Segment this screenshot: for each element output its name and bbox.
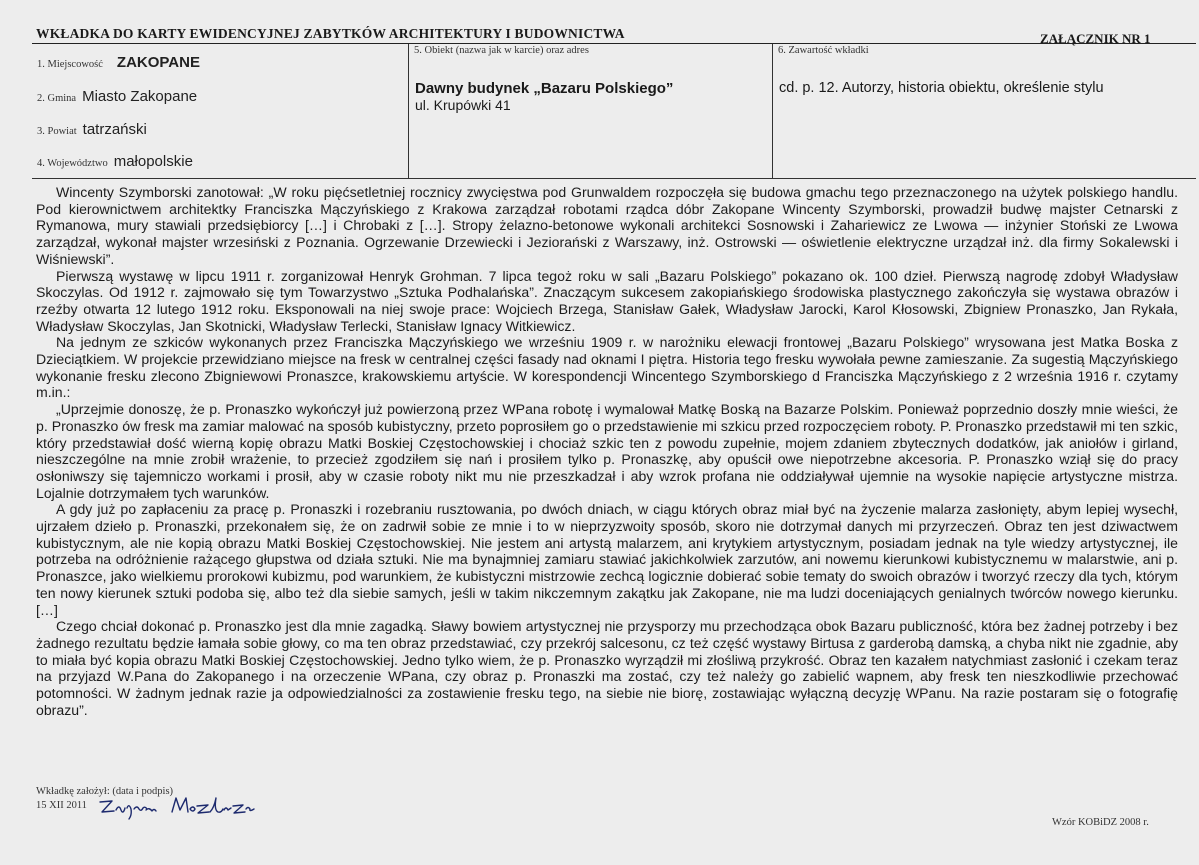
created-date: 15 XII 2011 <box>36 800 87 811</box>
form-pattern-label: Wzór KOBiDZ 2008 r. <box>1052 817 1149 828</box>
column-divider-left <box>408 44 409 178</box>
handwritten-signature <box>96 792 256 826</box>
annex-label: ZAŁĄCZNIK NR 1 <box>1040 31 1151 46</box>
contents-value: cd. p. 12. Autorzy, historia obiektu, określenie stylu <box>779 80 1104 96</box>
header-bottom-divider <box>32 178 1196 179</box>
voivodeship-label: 4. Województwo <box>37 158 108 169</box>
voivodeship-field <box>37 153 193 171</box>
column-divider-right <box>772 44 773 178</box>
created-by-label: Wkładkę założył: (data i podpis) <box>36 786 174 797</box>
locality-label: 1. Miejscowość <box>37 59 103 70</box>
form-title: WKŁADKA DO KARTY EWIDENCYJNEJ ZABYTKÓW ARCHITEKTURY I BUDOWNICTWA <box>36 26 625 41</box>
object-label: 5. Obiekt (nazwa jak w karcie) oraz adres <box>414 45 589 56</box>
object-address: ul. Krupówki 41 <box>415 97 511 113</box>
paragraph-2: Pierwszą wystawę w lipcu 1911 r. zorganizował Henryk Grohman. 7 lipca tegoż roku w sali „Bazaru Polskiego” pokazano ok. 100 dzieł. Pierwszą nagrodę zdobył Władysław Skoczylas. Od 1912 r. zajmowało się tym Towarzystwo „Sztuka Podhalańska”. Znaczącym sukcesem zakopiańskiego środowiska plastycznego zakończyła się wystawa obrazów i rzeźby otwarta 12 lutego 1912 roku. Eksponowali na niej swoje prace: Wojciech Brzega, Stanisław Gałek, Władysław Jarocki, Karol Kłosowski, Zbigniew Pronaszko, Jan Rykała, Władysław Skoczylas, Jan Skotnicki, Władysław Terlecki, Stanisław Ignacy Witkiewicz. <box>36 267 1178 334</box>
paragraph-6: Czego chciał dokonać p. Pronaszko jest dla mnie zagadką. Sławy bowiem artystycznej nie przysporzy mu przechodząca obok Bazaru publiczność, która bez żadnej potrzeby i bez żadnego rezultatu będzie łamała sobie głowy, co ma ten obraz przedstawiać, czy przekrój salcesonu, cz też część wystawy Birtusa z garderobą damską, a chyba nikt nie zgadnie, aby to miała być kopia obrazu Matki Boskiej Częstochowskiej. Jedno tylko wiem, że p. Pronaszko wyrządził mi złośliwą przykrość. Obraz ten kazałem natychmiast zasłonić i czekam teraz na przyjazd W.Pana do Zakopanego i na orzeczenie WPana, czy obraz p. Pronaszki ma zostać, czy też należy go zabielić wapnem, aby fresk ten nieszkodliwie przechować potomności. W żadnym jednak razie ja odpowiedzialności za zostawienie fresku tego, na siebie nie biorę, zostawiając wyłączną decyzję WPanu. Na razie postaram się o fotografię obrazu”. <box>36 618 1178 718</box>
commune-label: 2. Gmina <box>37 93 77 104</box>
contents-label: 6. Zawartość wkładki <box>778 45 869 56</box>
county-value: tatrzański <box>82 121 147 138</box>
locality-value: ZAKOPANE <box>116 54 200 71</box>
object-name: Dawny budynek „Bazaru Polskiego” <box>415 80 674 97</box>
voivodeship-value: małopolskie <box>113 153 193 170</box>
commune-field <box>37 88 197 106</box>
paragraph-1: Wincenty Szymborski zanotował: „W roku pięćsetletniej rocznicy zwycięstwa pod Grunwaldem rozpoczęła się budowa gmachu tego przeznaczonego na użytek polskiego handlu. Pod kierownictwem architektky Franciszka Mączyńskiego z Krakowa zarządzał robotami rządca dóbr Zakopane Wincenty Szymborski, prowadził budwę majster Cetnarski z Rymanowa, mury stawiali przedsiębiorcy […] i Chrobaki z […]. Stropy żelazno-betonowe wykonali architekci Sosnowski i Zahariewicz ze Lwowa — inżynier Stoński ze Lwowa zarządzał, wykonał majster wrzesiński z Poznania. Ogrzewanie Drzewiecki i Jeziorański z Warszawy, inż. Ostrowski — oświetlenie elektryczne urządzał inż. dla firmy Sokalewski i Wiśniewski”. <box>36 184 1178 267</box>
county-label: 3. Powiat <box>37 126 77 137</box>
county-field <box>37 121 147 139</box>
paragraph-5: A gdy już po zapłaceniu za pracę p. Pronaszki i rozebraniu rusztowania, po dwóch dniach, w ciągu których obraz miał być na życzenie malarza zasłonięty, abym lepiej wysechł, ujrzałem dzieło p. Pronaszki, przekonałem się, że on zadrwił sobie ze mnie i to w nieprzyzwoity sposób, skoro nie dotrzymał danych mi przyrzeczeń. Obraz ten jest dziwactwem kubistycznym, ale nie kopią obrazu Matki Boskiej Częstochowskiej. Nie jestem ani artystą malarzem, ani krytykiem artystycznym, posiadam jednak na tyle wiedzy artystycznej, ile potrzeba na odróżnienie rażącego głupstwa od działa sztuki. Nie ma bynajmniej zamiaru stawiać jakichkolwiek zarzutów, ani nowemu kierunkowi kubistycznemu w malarstwie, ani p. Pronaszce, jako wielkiemu prorokowi kubizmu, pod warunkiem, że kubistyczni mistrzowie zechcą logicznie dobierać sobie tematy do swoich obrazów i tworzyć rzeczy dla tych, którym ten nowy kierunek sztuki podoba się, albo też dla siebie samych, jeśli w takim nikczemnym zakątku jak Zakopane, nie ma ludzi doceniających genialnych twórców nowego kierunku. […] <box>36 501 1178 618</box>
commune-value: Miasto Zakopane <box>82 88 198 105</box>
paragraph-3: Na jednym ze szkiców wykonanych przez Franciszka Mączyńskiego we wrześniu 1909 r. w narożniku elewacji frontowej „Bazaru Polskiego” wrysowana jest Matka Boska z Dzieciątkiem. W projekcie przewidziano miejsce na fresk w centralnej części fasady nad oknami I piętra. Historia tego fresku wywołała pewne zamieszanie. Za sugestią Mączyńskiego wykonanie fresku zlecono Zbigniewowi Pronaszce, krakowskiemu artyście. W korespondencji Wincentego Szymborskiego d Franciszka Mączyńskiego z 2 września 1916 r. czytamy m.in.: <box>36 334 1178 401</box>
paragraph-4: „Uprzejmie donoszę, że p. Pronaszko wykończył już powierzoną przez WPana robotę i wymalował Matkę Boską na Bazarze Polskim. Ponieważ poprzednio doszły mnie wieści, że p. Pronaszko ów fresk ma zamiar malować na sposób kubistyczny, przeto poprosiłem go o przedstawienie mi szkicu przed rozpoczęciem roboty. P. Pronaszko przedstawił mi ten szkic, który przedstawiał dość wierną kopię obrazu Matki Boskiej Częstochowskiej i chociaż szkic ten z powodu zupełnie, mojem zdaniem zbytecznych dodatków, jak aniołów i girland, nieszczególne na mnie zrobił wrażenie, to przecież zgodziłem się nań i prosiłem tylko p. Pronaszkę, aby opuścił owe niepotrzebne akcesoria. P. Pronaszko wziął się do pracy osłoniwszy się tajemniczo workami i prosił, aby w czasie roboty nikt mu nie przeszkadzał i aby wzrok profana nie oddziaływał ujemnie na wysokie napięcie artystyczne mistrza. Lojalnie dotrzymałem tych warunków. <box>36 401 1178 501</box>
locality-field <box>37 54 200 72</box>
body-text <box>36 184 1178 719</box>
top-divider <box>32 43 1196 44</box>
